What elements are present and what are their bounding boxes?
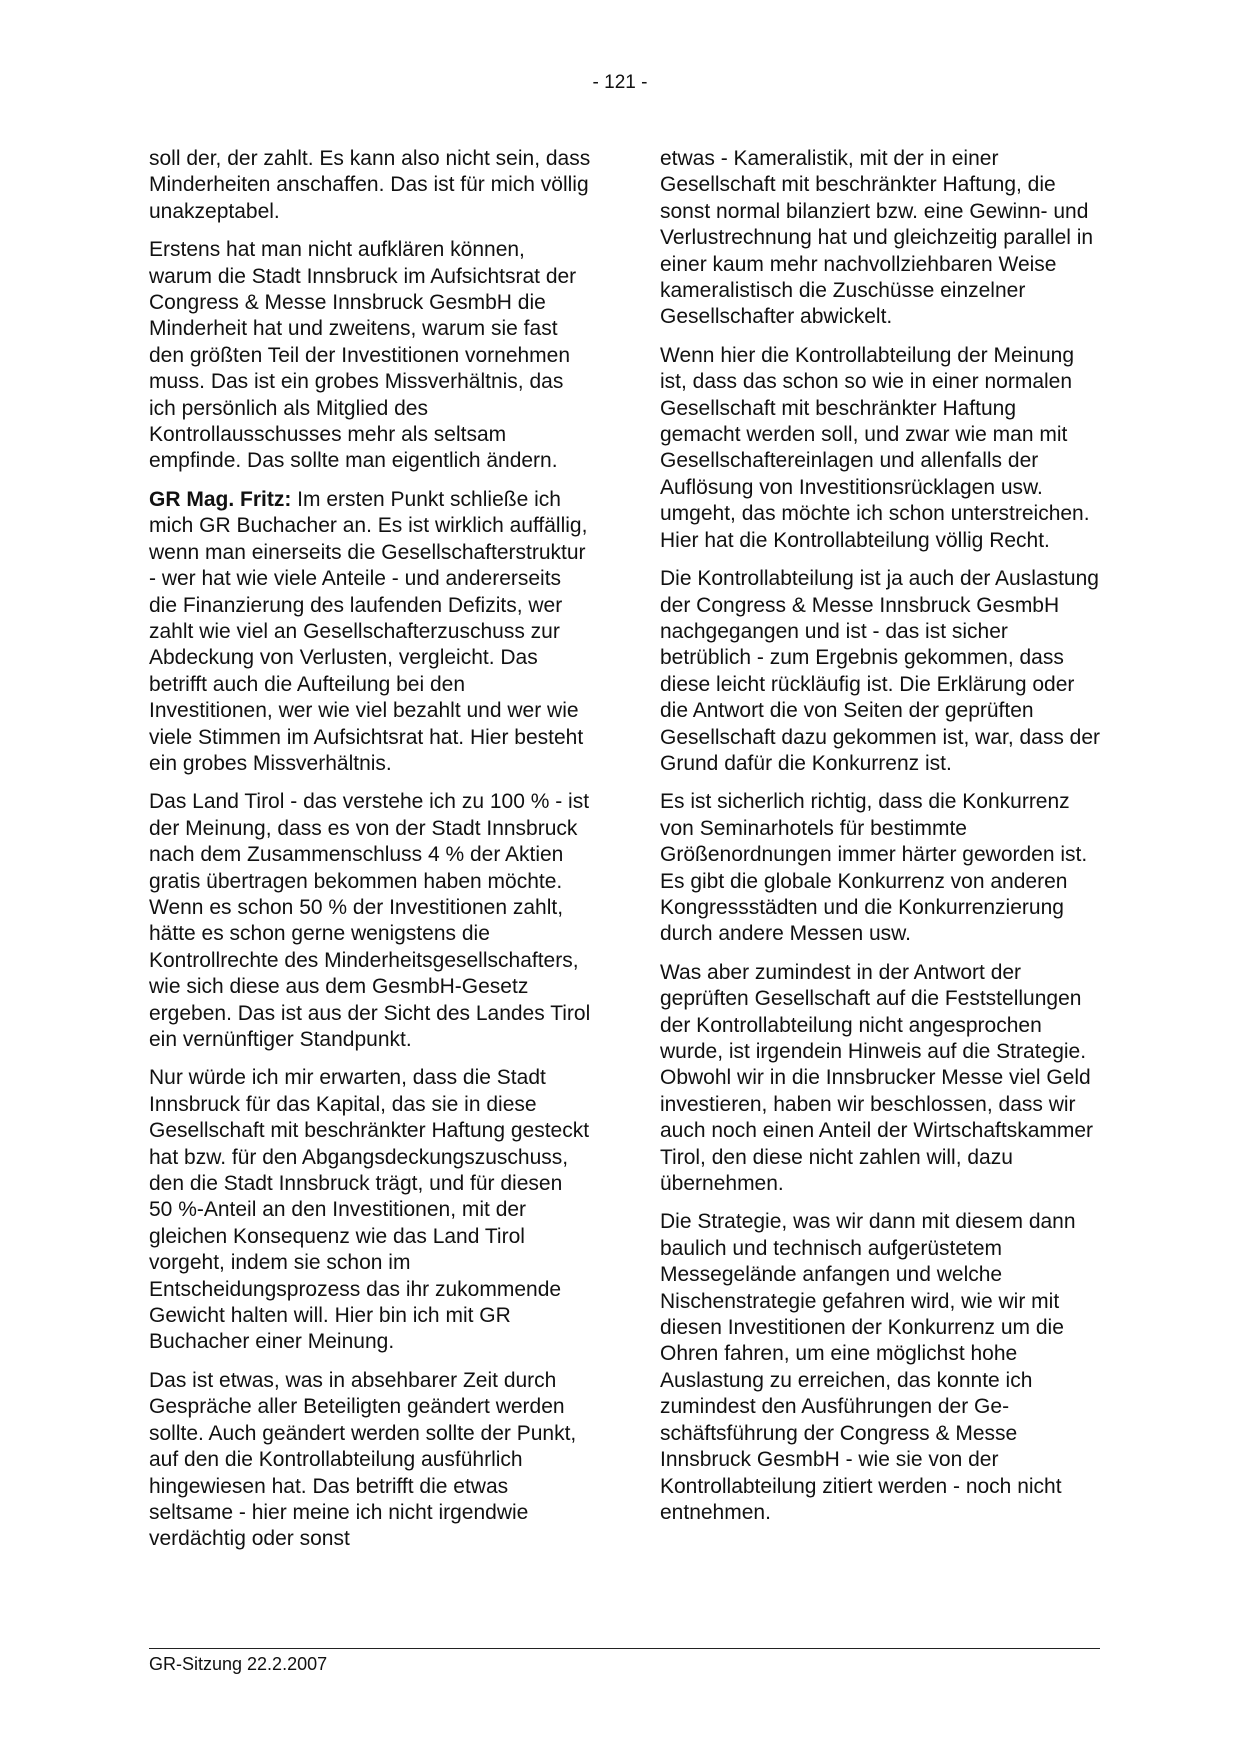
paragraph: Die Kontrollabteilung ist ja auch der Auslastung der Congress & Messe Innsbruck GesmbH nachgegangen und ist - das ist sicher betrüblich - zum Ergebnis gekommen, dass diese leicht rückläufig ist. Die Erklärung oder die Antwort die von Seiten der geprüften Gesellschaft dazu gekommen ist, war, dass der Grund dafür die Konkurrenz ist. <box>660 567 1101 775</box>
speaker-paragraph <box>149 487 591 777</box>
page-number: - 121 - <box>592 72 648 93</box>
paragraph: Das Land Tirol - das verstehe ich zu 100 % - ist der Meinung, dass es von der Stadt Innsbruck nach dem Zusammenschluss 4 % der Aktien gratis übertragen bekommen haben möchte. Wenn es schon 50 % der Investitionen zahlt, hätte es schon gerne wenigstens die Kontrollrechte des Minderheitsgesellschafters, wie sich diese aus dem GesmbH-Gesetz ergeben. Das ist aus der Sicht des Landes Tirol ein vernünftiger Standpunkt. <box>149 790 591 1051</box>
paragraph: Erstens hat man nicht aufklären können, warum die Stadt Innsbruck im Aufsichtsrat der Congress & Messe Innsbruck GesmbH die Minderheit hat und zweitens, warum sie fast den größten Teil der Investitionen vornehmen muss. Das ist ein grobes Missverhältnis, das ich persönlich als Mitglied des Kontrollausschusses mehr als seltsam empfinde. Das sollte man eigentlich ändern. <box>149 238 577 473</box>
paragraph: Was aber zumindest in der Antwort der geprüften Gesellschaft auf die Feststellungen der Kontrollabteilung nicht angesprochen wurde, ist irgendein Hinweis auf die Strategie. Obwohl wir in die Innsbrucker Messe viel Geld investieren, haben wir beschlossen, dass wir auch noch einen Anteil der Wirtschaftskammer Tirol, den diese nicht zahlen will, dazu übernehmen. <box>660 960 1094 1196</box>
paragraph: Nur würde ich mir erwarten, dass die Stadt Innsbruck für das Kapital, das sie in diese Gesellschaft mit beschränkter Haftung gesteckt hat bzw. für den Abgangsdeckungszuschuss, den die Stadt Innsbruck trägt, und für diesen 50 %-Anteil an den Investitionen, mit der gleichen Konsequenz wie das Land Tirol vorgeht, indem sie schon im Entscheidungsprozess das ihr zukommende Gewicht halten will. Hier bin ich mit GR Buchacher einer Meinung. <box>149 1066 590 1354</box>
paragraph: Wenn hier die Kontrollabteilung der Meinung ist, dass das schon so wie in einer normalen Gesellschaft mit beschränkter Haftung gemacht werden soll, und zwar wie man mit Gesellschaftereinlagen und allenfalls der Auflösung von Investitionsrücklagen usw. umgeht, das möchte ich schon unterstreichen. Hier hat die Kontrollabteilung völlig Recht. <box>660 343 1090 552</box>
paragraph: Die Strategie, was wir dann mit diesem dann baulich und technisch aufgerüstetem Messegelände anfangen und welche Nischenstrategie gefahren wird, wie wir mit diesen Investitionen der Konkurrenz um die Ohren fahren, um eine möglichst hohe Auslastung zu erreichen, das konnte ich zumindest den Ausführungen der Geschäftsführung der Congress & Messe Innsbruck GesmbH - wie sie von der Kontrollabteilung zitiert werden - noch nicht entnehmen. <box>660 1210 1076 1524</box>
right-column <box>660 146 1102 1538</box>
footer-session-date: GR-Sitzung 22.2.2007 <box>149 1654 328 1674</box>
speaker-name: GR Mag. Fritz: <box>149 487 292 511</box>
paragraph: soll der, der zahlt. Es kann also nicht sein, dass Minderheiten anschaffen. Das ist für mich völlig unakzeptabel. <box>149 147 591 223</box>
paragraph: Es ist sicherlich richtig, dass die Konkurrenz von Seminarhotels für bestimmte Größenordnungen immer härter geworden ist. Es gibt die globale Konkurrenz von anderen Kongressstädten und die Konkurrenzierung durch andere Messen usw. <box>660 790 1088 946</box>
paragraph: Das ist etwas, was in absehbarer Zeit durch Gespräche aller Beteiligten geändert werden sollte. Auch geändert werden sollte der Punkt, auf den die Kontrollabteilung ausführlich hingewiesen hat. Das betrifft die etwas seltsame - hier meine ich nicht irgendwie verdächtig oder sonst <box>149 1368 577 1551</box>
speaker-text: Im ersten Punkt schließe ich mich GR Buchacher an. Es ist wirklich auffällig, wenn man einerseits die Gesellschafterstruktur - wer hat wie viele Anteile - und andererseits die Finanzierung des laufenden Defizits, wer zahlt wie viel an Gesellschafterzuschuss zur Abdeckung von Verlusten, vergleicht. Das betrifft auch die Aufteilung bei den Investitionen, wer wie viel bezahlt und wer wie viele Stimmen im Aufsichtsrat hat. Hier besteht ein grobes Missverhältnis. <box>149 487 588 775</box>
footer-divider <box>149 1648 1100 1649</box>
left-column <box>149 146 591 1565</box>
paragraph: etwas - Kameralistik, mit der in einer Gesellschaft mit beschränkter Haftung, die sonst normal bilanziert bzw. eine Gewinn- und Verlustrechnung hat und gleichzeitig parallel in einer kaum mehr nachvollziehbaren Weise kameralistisch die Zuschüsse einzelner Gesellschafter abwickelt. <box>660 147 1094 329</box>
